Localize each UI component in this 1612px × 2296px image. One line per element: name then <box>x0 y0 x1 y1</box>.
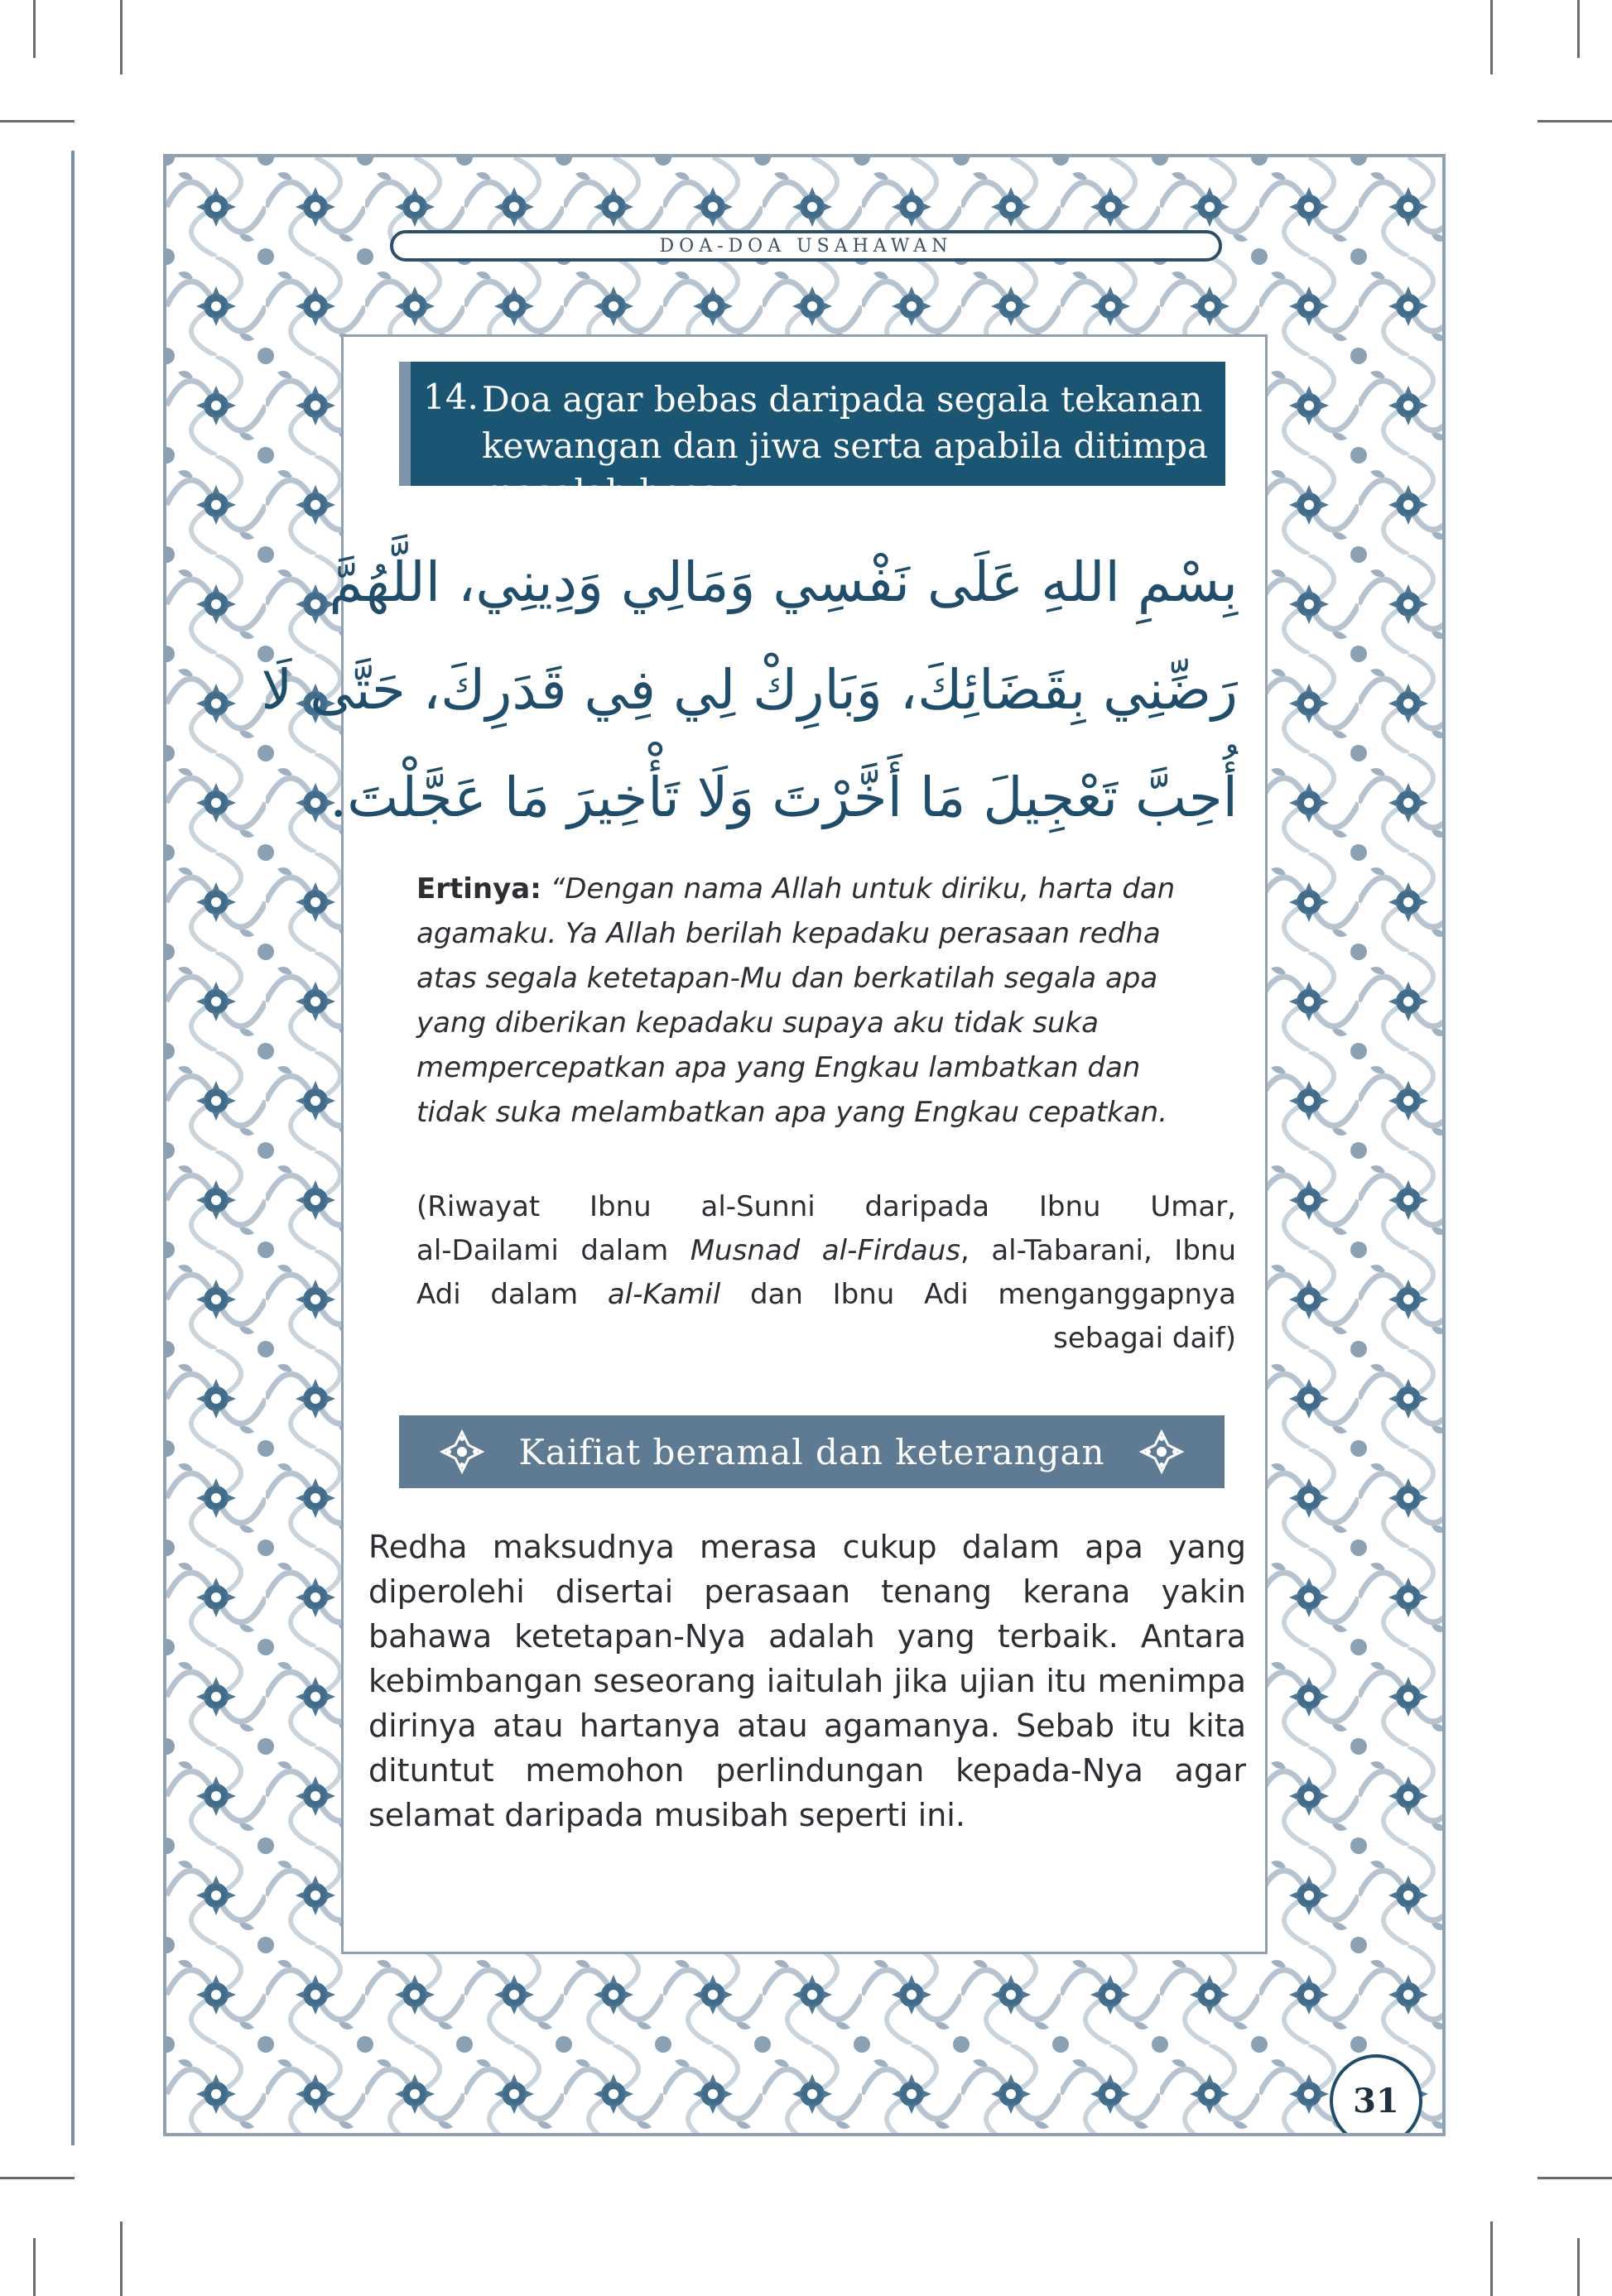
citation-text: dan Ibnu Adi menganggapnya <box>720 1278 1236 1311</box>
citation-text: , al-Tabarani, Ibnu <box>960 1234 1236 1267</box>
translation-label: Ertinya: <box>416 872 541 905</box>
paragraph-line: kebimbangan seseorang iaitulah jika ujian itu menimpa <box>368 1663 1246 1699</box>
paragraph-line: Redha maksudnya merasa cukup dalam apa yang <box>368 1529 1246 1565</box>
section-title-line: kewangan dan jiwa serta apabila ditimpa <box>482 425 1209 466</box>
translation-text: “Dengan nama Allah untuk diriku, harta dan <box>550 872 1176 905</box>
citation-line <box>416 1229 1236 1273</box>
citation-line <box>416 1273 1236 1317</box>
paragraph-line: selamat daripada musibah seperti ini. <box>368 1797 965 1833</box>
source-citation <box>416 1185 1236 1361</box>
subsection-title: Kaifiat beramal dan keterangan <box>518 1431 1105 1472</box>
crop-mark <box>1490 0 1493 74</box>
citation-line: (Riwayat Ibnu al-Sunni daripada Ibnu Umar, <box>416 1190 1236 1223</box>
crop-mark <box>0 120 75 122</box>
translation-line: atas segala ketetapan-Mu dan berkatilah segala apa <box>416 962 1158 995</box>
crop-mark <box>0 2177 75 2179</box>
translation-line: agamaku. Ya Allah berilah kepadaku perasaan redha <box>416 917 1161 950</box>
citation-text: Adi dalam <box>416 1278 608 1311</box>
crop-mark <box>120 0 123 74</box>
paragraph-line: dirinya atau hartanya atau agamanya. Sebab itu kita <box>368 1708 1246 1744</box>
arabic-line: رَضِّنِي بِقَضَائِكَ، وَبَارِكْ لِي فِي قَدَرِكَ، حَتَّى لَا <box>261 658 1238 722</box>
citation-book-title: al-Kamil <box>607 1278 721 1311</box>
crop-mark <box>33 2238 36 2296</box>
section-title-line: Doa agar bebas daripada segala tekanan <box>482 379 1203 420</box>
diamond-ornament-icon <box>1138 1429 1185 1475</box>
crop-mark <box>1577 2238 1580 2296</box>
paragraph-line: dituntut memohon perlindungan kepada-Nya agar <box>368 1752 1246 1789</box>
citation-text: al-Dailami dalam <box>416 1234 691 1267</box>
diamond-ornament-icon <box>439 1429 485 1475</box>
citation-book-title: Musnad al-Firdaus <box>690 1234 961 1267</box>
arabic-line: بِسْمِ اللهِ عَلَى نَفْسِي وَمَالِي وَدِينِي، اللَّهُمَّ <box>329 550 1238 614</box>
crop-mark <box>1537 120 1612 122</box>
page-spine <box>71 151 75 2145</box>
crop-mark <box>120 2222 123 2296</box>
arabic-line: أُحِبَّ تَعْجِيلَ مَا أَخَّرْتَ وَلَا تَأْخِيرَ مَا عَجَّلْتَ. <box>330 766 1238 829</box>
running-header <box>390 230 1222 262</box>
translation-line: tidak suka melambatkan apa yang Engkau cepatkan. <box>416 1096 1168 1129</box>
citation-line: sebagai daif) <box>1053 1322 1236 1355</box>
paragraph-line: diperolehi disertai perasaan tenang kerana yakin <box>368 1573 1246 1610</box>
page-number: 31 <box>1353 2081 1399 2121</box>
paragraph-line: bahawa ketetapan-Nya adalah yang terbaik. Antara <box>368 1618 1246 1655</box>
crop-mark <box>1537 2177 1612 2179</box>
explanation-paragraph <box>368 1525 1246 1837</box>
section-title-box <box>399 362 1225 512</box>
ornamental-frame <box>163 154 1446 2136</box>
crop-mark <box>33 0 36 58</box>
translation-line <box>416 867 1236 911</box>
subsection-header <box>399 1415 1225 1488</box>
section-title <box>482 377 1210 516</box>
content-panel <box>261 334 1268 1954</box>
running-header-text: DOA-DOA USAHAWAN <box>659 235 953 257</box>
arabic-prayer <box>261 529 1238 852</box>
translation-line: yang diberikan kepadaku supaya aku tidak suka <box>416 1006 1100 1040</box>
translation-block <box>416 867 1236 1135</box>
crop-mark <box>1577 0 1580 58</box>
section-number: 14. <box>423 377 479 417</box>
translation-line: mempercepatkan apa yang Engkau lambatkan dan <box>416 1051 1141 1084</box>
crop-mark <box>1490 2222 1493 2296</box>
section-title-line: masalah besar <box>482 472 738 512</box>
